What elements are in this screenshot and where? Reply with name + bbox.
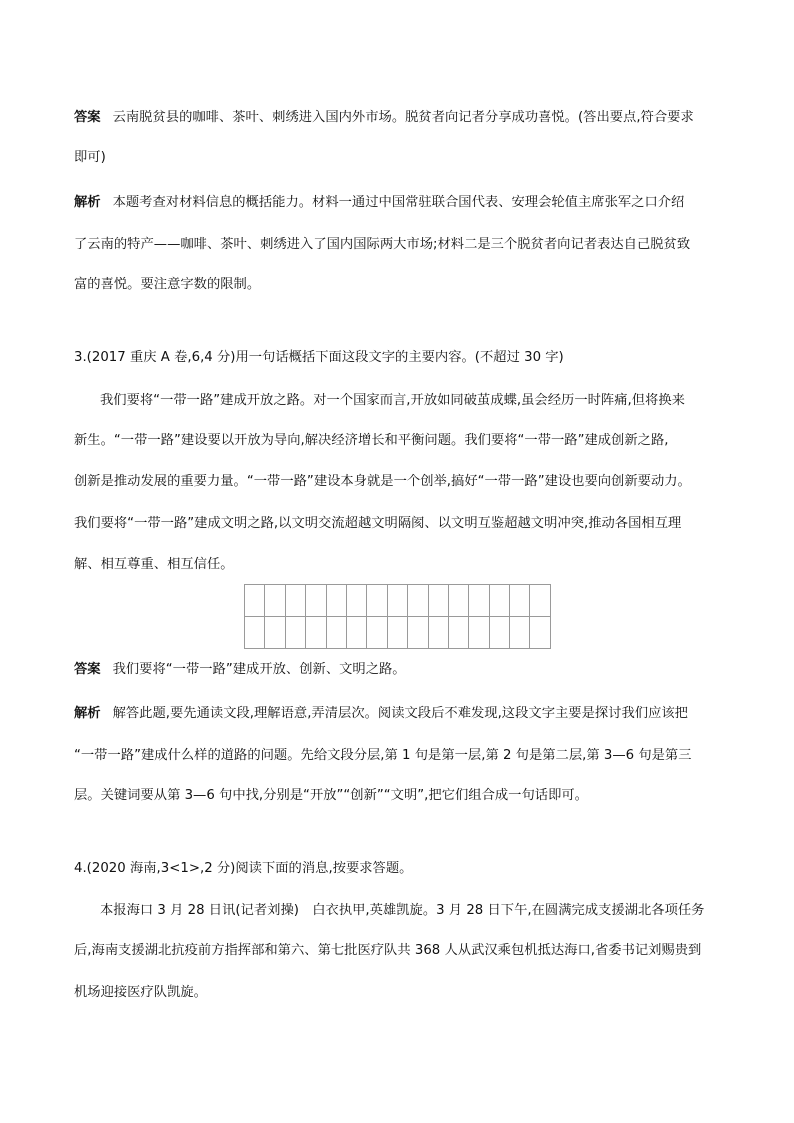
grid-cell — [265, 617, 285, 649]
grid-cell — [469, 585, 489, 617]
grid-cell — [530, 585, 550, 617]
answer-text: 云南脱贫县的咖啡、茶叶、刺绣进入国内外市场。脱贫者向记者分享成功喜悦。(答出要点,符合要求 — [112, 110, 694, 125]
grid-cell — [347, 585, 367, 617]
passage-line: 后,海南支援湖北抗疫前方指挥部和第六、第七批医疗队共 368 人从武汉乘包机抵达海口,省委书记刘赐贵到 — [74, 943, 702, 958]
question-4-prompt: 4.(2020 海南,3<1>,2 分)阅读下面的消息,按要求答题。 — [74, 861, 413, 876]
grid-cell — [388, 585, 408, 617]
grid-cell — [388, 617, 408, 649]
passage-line: 机场迎接医疗队凯旋。 — [74, 985, 207, 1000]
passage-line: 新生。“一带一路”建设要以开放为导向,解决经济增长和平衡问题。我们要将“一带一路”建成创新之路, — [74, 433, 669, 448]
passage-line: 本报海口 3 月 28 日讯(记者刘操) 白衣执甲,英雄凯旋。3 月 28 日下午,在圆满完成支援湖北各项任务 — [100, 903, 705, 918]
passage-line: 解、相互尊重、相互信任。 — [74, 557, 234, 572]
grid-cell — [306, 617, 326, 649]
grid-cell — [408, 617, 428, 649]
analysis-label: 解析 — [74, 195, 101, 210]
answer-line — [74, 108, 734, 128]
grid-cell — [449, 585, 469, 617]
grid-cell — [286, 585, 306, 617]
grid-cell — [286, 617, 306, 649]
grid-cell — [245, 585, 265, 617]
grid-cell — [327, 617, 347, 649]
answer-line — [74, 660, 734, 680]
grid-cell — [510, 585, 530, 617]
analysis-text: 解答此题,要先通读文段,理解语意,弄清层次。阅读文段后不难发现,这段文字主要是探讨我们应该把 — [112, 706, 688, 721]
grid-cell — [490, 585, 510, 617]
answer-text: 我们要将“一带一路”建成开放、创新、文明之路。 — [112, 662, 406, 677]
grid-cell — [306, 585, 326, 617]
grid-cell — [245, 617, 265, 649]
analysis-text-line: 层。关键词要从第 3—6 句中找,分别是“开放”“创新”“文明”,把它们组合成一句话即可。 — [74, 788, 588, 803]
analysis-text-line-2: 了云南的特产——咖啡、茶叶、刺绣进入了国内国际两大市场;材料二是三个脱贫者向记者表达自己脱贫致 — [74, 237, 691, 252]
grid-cell — [265, 585, 285, 617]
grid-cell — [469, 617, 489, 649]
grid-cell — [367, 585, 387, 617]
passage-line: 我们要将“一带一路”建成文明之路,以文明交流超越文明隔阂、以文明互鉴超越文明冲突,推动各国相互理 — [74, 516, 682, 531]
answer-writing-grid — [244, 584, 551, 649]
grid-cell — [530, 617, 550, 649]
analysis-text: 本题考查对材料信息的概括能力。材料一通过中国常驻联合国代表、安理会轮值主席张军之口介绍 — [112, 195, 685, 210]
grid-cell — [327, 585, 347, 617]
grid-cell — [408, 585, 428, 617]
answer-label: 答案 — [74, 662, 101, 677]
passage-line: 我们要将“一带一路”建成开放之路。对一个国家而言,开放如同破茧成蝶,虽会经历一时阵痛,但将换来 — [100, 393, 685, 408]
analysis-line — [74, 193, 734, 213]
grid-cell — [429, 617, 449, 649]
analysis-line — [74, 704, 734, 724]
analysis-text-line-3: 富的喜悦。要注意字数的限制。 — [74, 277, 261, 292]
answer-label: 答案 — [74, 110, 101, 125]
grid-cell — [347, 617, 367, 649]
grid-cell — [510, 617, 530, 649]
analysis-text-line: “一带一路”建成什么样的道路的问题。先给文段分层,第 1 句是第一层,第 2 句是第二层,第 3—6 句是第三 — [74, 748, 692, 763]
grid-cell — [490, 617, 510, 649]
answer-text-continued: 即可) — [74, 150, 106, 165]
grid-cell — [429, 585, 449, 617]
grid-cell — [367, 617, 387, 649]
grid-cell — [449, 617, 469, 649]
passage-line: 创新是推动发展的重要力量。“一带一路”建设本身就是一个创举,搞好“一带一路”建设也要向创新要动力。 — [74, 474, 691, 489]
question-3-prompt: 3.(2017 重庆 A 卷,6,4 分)用一句话概括下面这段文字的主要内容。(不超过 30 字) — [74, 350, 564, 365]
analysis-label: 解析 — [74, 706, 101, 721]
